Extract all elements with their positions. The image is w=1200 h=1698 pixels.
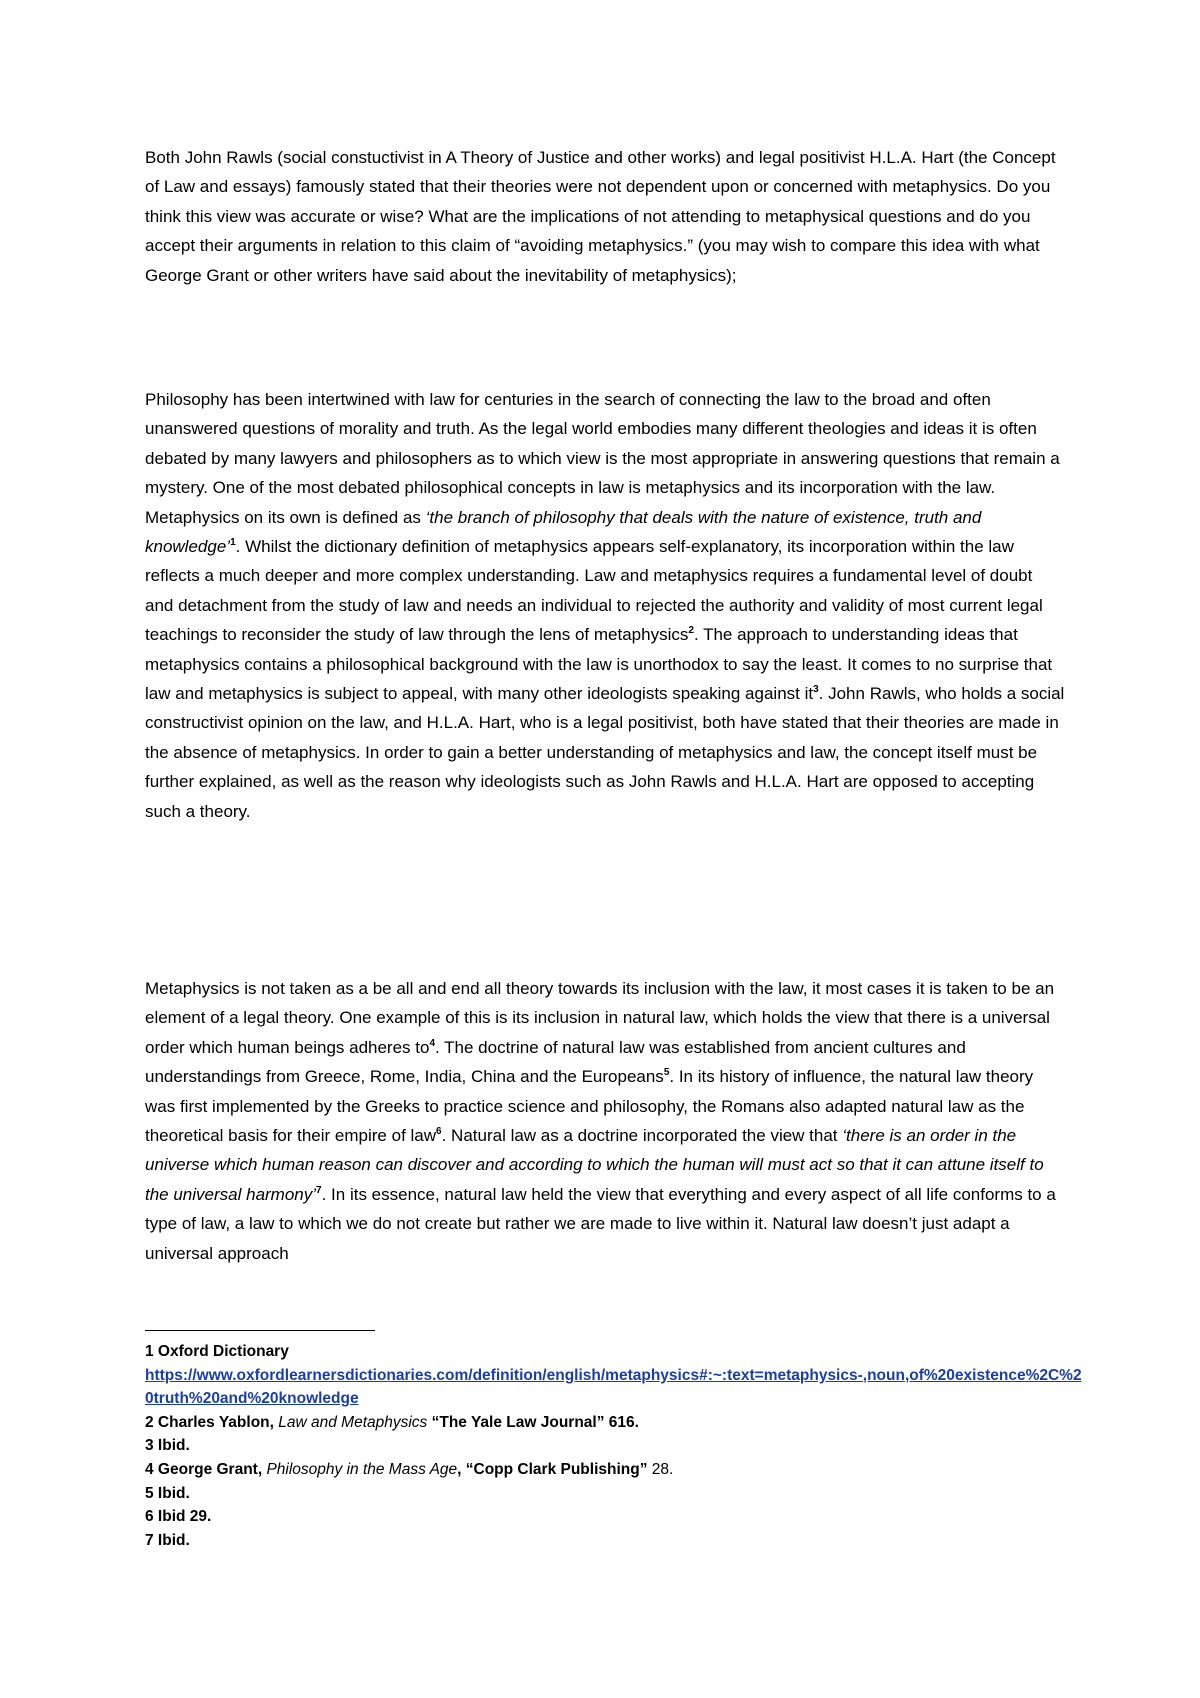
footnotes	[145, 1340, 1085, 1552]
footnote-3: 3 Ibid.	[145, 1437, 190, 1455]
footnote-ref-5[interactable]: 5	[663, 1067, 670, 1079]
footnote-1-label: 1 Oxford Dictionary	[145, 1343, 289, 1360]
p1-sentence-2: . Whilst the dictionary definition of metaphysics appears self-explanatory, its incorporation within the law reflects a much deeper and more complex understanding. Law and metaphysics requires a fundamental level of doubt and detachment from the study of law and needs an individual to rejected the authority and validity of most current legal teachings to reconsider the study of law through the lens of metaphysics	[145, 537, 1043, 645]
footnote-ref-2[interactable]: 2	[688, 625, 694, 637]
p1-quote: ‘the branch of philosophy that deals with the nature of existence, truth and knowledge’	[145, 507, 982, 557]
footnote-6: 6 Ibid 29.	[145, 1508, 212, 1526]
question-text: Both John Rawls (social constuctivist in A Theory of Justice and other works) and legal positivist H.L.A. Hart (the Concept of Law and essays) famously stated that their theories were not dependent upon or concerned with metaphysics. Do you think this view was accurate or wise? What are the implications of not attending to metaphysical questions and do you accept their arguments in relation to this claim of “avoiding metaphysics.” (you may wish to compare this idea with what George Grant or other writers have said about the inevitability of metaphysics);	[145, 148, 1056, 285]
footnote-ref-6[interactable]: 6	[436, 1126, 442, 1138]
p2-sentence-4: . Natural law as a doctrine incorporated the view that	[441, 1126, 843, 1146]
footnote-ref-4[interactable]: 4	[429, 1037, 436, 1049]
footnote-ref-7[interactable]: 7	[316, 1184, 322, 1196]
footnote-4: 4 George Grant, Philosophy in the Mass Age, “Copp Clark Publishing” 28.	[145, 1460, 674, 1478]
paragraph-2	[145, 974, 1065, 1268]
p1-sentence-3: . The approach to understanding ideas that metaphysics contains a philosophical background with the law is unorthodox to say the least. It comes to no surprise that law and metaphysics is subject to appeal, with many other ideologists speaking against it	[145, 625, 1053, 704]
footnote-ref-3[interactable]: 3	[813, 684, 819, 696]
paragraph-1	[145, 385, 1065, 826]
footnote-1-link[interactable]: https://www.oxfordlearnersdictionaries.com/definition/english/metaphysics#:~:text=metaphysics-,noun,of%20existence%2C%20truth%20and%20knowledge	[145, 1366, 1082, 1408]
footnote-7: 7 Ibid.	[145, 1531, 190, 1549]
p2-quote: ‘there is an order in the universe which human reason can discover and according to which the human will must act so that it can attune itself to the universal harmony’	[145, 1126, 1044, 1204]
p2-sentence-3: . In its history of influence, the natural law theory was first implemented by the Greeks to practice science and philosophy, the Romans also adapted natural law as the theoretical basis for their empire of law	[145, 1067, 1034, 1146]
p1-sentence-4: . John Rawls, who holds a social constructivist opinion on the law, and H.L.A. Hart, who is a legal positivist, both have stated that their theories are made in the absence of metaphysics. In order to gain a better understanding of metaphysics and law, the concept itself must be further explained, as well as the reason why ideologists such as John Rawls and H.L.A. Hart are opposed to accepting such a theory.	[145, 684, 1065, 821]
p2-sentence-2: . The doctrine of natural law was established from ancient cultures and understandings from Greece, Rome, India, China and the Europeans	[145, 1037, 966, 1087]
footnote-separator	[145, 1330, 375, 1331]
p2-sentence-5: . In its essence, natural law held the view that everything and every aspect of all life conforms to a type of law, a law to which we do not create but rather we are made to live within it. Natural law doesn’t just adapt a universal approach	[145, 1184, 1056, 1263]
footnote-2: 2 Charles Yablon, Law and Metaphysics “The Yale Law Journal” 616.	[145, 1413, 639, 1431]
essay-question	[145, 143, 1065, 290]
p1-sentence-1: Philosophy has been intertwined with law for centuries in the search of connecting the law to the broad and often unanswered questions of morality and truth. As the legal world embodies many different theologies and ideas it is often debated by many lawyers and philosophers as to which view is the most appropriate in answering questions that remain a mystery. One of the most debated philosophical concepts in law is metaphysics and its incorporation with the law. Metaphysics on its own is defined as	[145, 390, 1060, 527]
footnote-5: 5 Ibid.	[145, 1484, 190, 1502]
p2-sentence-1: Metaphysics is not taken as a be all and end all theory towards its inclusion with the law, it most cases it is taken to be an element of a legal theory. One example of this is its inclusion in natural law, which holds the view that there is a universal order which human beings adheres to	[145, 979, 1055, 1057]
footnote-ref-1[interactable]: 1	[230, 537, 236, 549]
